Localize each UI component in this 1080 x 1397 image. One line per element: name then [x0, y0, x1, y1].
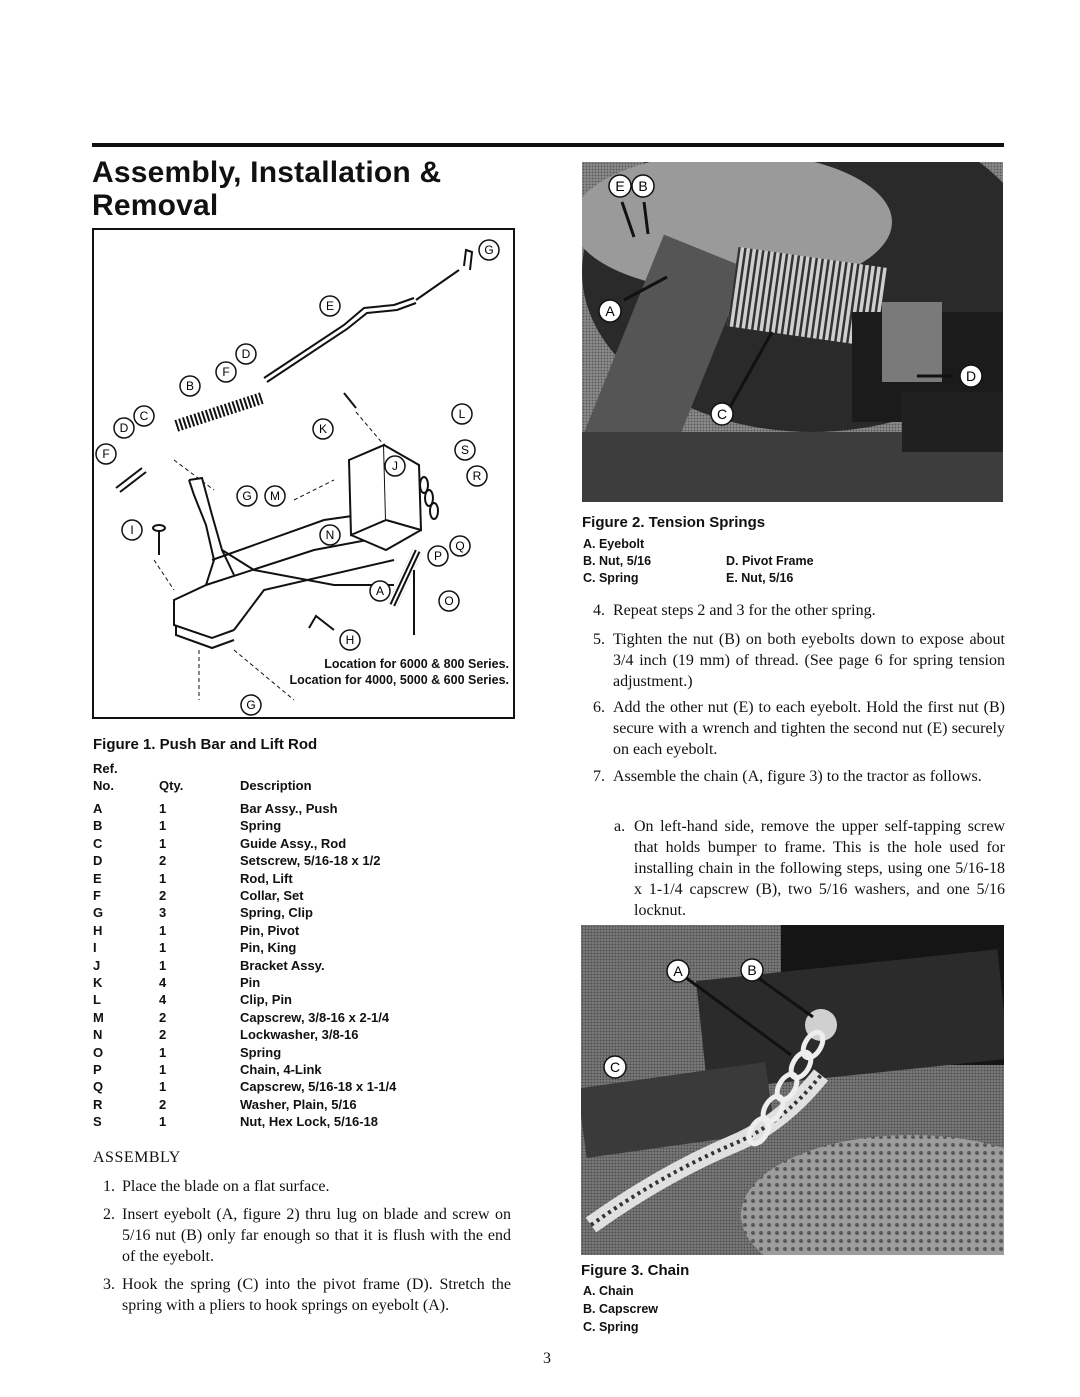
step-number: 7.: [593, 768, 605, 785]
svg-text:O: O: [444, 594, 454, 608]
part-qty: 1: [159, 1114, 167, 1130]
callout-j: [385, 456, 405, 476]
callout-b: [180, 376, 200, 396]
part-qty: 3: [159, 905, 167, 921]
step-text: On left-hand side, remove the upper self-tapping screw that holds bumper to frame. This is the hole used for installing chain in the following steps, using one 5/16-18 x 1-1/4 capscrew (B), two 5/16 washers, and one 5/16 locknut.: [634, 818, 1005, 919]
callout-n: [320, 525, 340, 545]
part-qty: 2: [159, 1096, 167, 1112]
push-bar-exploded-drawing: [94, 230, 513, 717]
part-description: Capscrew, 5/16-18 x 1-1/4: [240, 1079, 397, 1095]
part-ref: Q: [93, 1079, 104, 1095]
figure1-caption: Figure 1. Push Bar and Lift Rod: [93, 736, 318, 753]
part-description: Guide Assy., Rod: [240, 835, 347, 851]
part-qty: 1: [159, 922, 167, 938]
part-ref: R: [93, 1096, 103, 1112]
svg-text:I: I: [130, 523, 134, 537]
callout-a-chain: [667, 960, 689, 982]
svg-text:M: M: [270, 489, 280, 503]
legend-chain: A. Chain: [583, 1284, 634, 1298]
legend-spring-chain: C. Spring: [583, 1320, 639, 1334]
step-number: 4.: [593, 602, 605, 619]
step-number: 3.: [103, 1276, 115, 1293]
part-ref: N: [93, 1027, 103, 1043]
step-number: 5.: [593, 631, 605, 648]
part-description: Spring: [240, 1044, 282, 1060]
header-description: Description: [240, 778, 312, 793]
step-number: 2.: [103, 1206, 115, 1223]
svg-text:F: F: [102, 447, 110, 461]
svg-text:H: H: [345, 633, 355, 647]
callout-i: [122, 520, 142, 540]
callout-b-photo: [632, 175, 654, 197]
callout-d-lower: [114, 418, 134, 438]
page-number: 3: [543, 1350, 551, 1367]
svg-text:C: C: [609, 1059, 621, 1075]
step-number: 1.: [103, 1178, 115, 1195]
svg-text:B: B: [638, 178, 648, 194]
part-qty: 1: [159, 1079, 167, 1095]
part-ref: D: [93, 853, 103, 869]
svg-text:Q: Q: [455, 539, 465, 553]
bracket-j-drawing: [349, 445, 421, 550]
figure3-photo: [581, 925, 1004, 1255]
step-text: Insert eyebolt (A, figure 2) thru lug on blade and screw on 5/16 nut (B) only far enough so that it is flush with the end of the eyebolt.: [122, 1206, 511, 1265]
svg-text:G: G: [246, 698, 256, 712]
part-description: Spring: [240, 818, 282, 834]
svg-text:P: P: [433, 549, 443, 563]
step-text: Repeat steps 2 and 3 for the other spring.: [613, 602, 876, 619]
spring-o-drawing: [388, 549, 422, 608]
part-description: Clip, Pin: [240, 992, 292, 1008]
svg-text:A: A: [375, 584, 385, 598]
svg-text:N: N: [325, 528, 335, 542]
part-qty: 1: [159, 801, 167, 816]
part-ref: L: [93, 992, 101, 1008]
step-text: Tighten the nut (B) on both eyebolts down to expose about 3/4 inch (19 mm) of thread. (See page 6 for spring tension adjustment.): [613, 631, 1005, 690]
legend-capscrew: B. Capscrew: [583, 1302, 659, 1316]
page-title-line1: Assembly, Installation &: [92, 156, 442, 189]
part-ref: M: [93, 1009, 104, 1025]
svg-text:E: E: [615, 178, 625, 194]
header-rule: [92, 143, 1004, 147]
step-text: Place the blade on a flat surface.: [122, 1178, 330, 1195]
part-qty: 1: [159, 835, 167, 851]
part-qty: 2: [159, 1027, 167, 1043]
part-qty: 1: [159, 940, 167, 956]
svg-text:F: F: [222, 365, 230, 379]
part-description: Chain, 4-Link: [240, 1062, 322, 1077]
part-description: Pin: [240, 975, 261, 990]
part-description: Washer, Plain, 5/16: [240, 1096, 357, 1112]
step-number: a.: [614, 818, 626, 835]
part-ref: I: [93, 940, 97, 956]
spring-b-drawing: [174, 392, 263, 431]
part-ref: A: [93, 801, 103, 816]
part-ref: K: [93, 975, 103, 990]
part-description: Spring, Clip: [240, 905, 313, 921]
callout-r: [467, 466, 487, 486]
callout-d-upper: [236, 344, 256, 364]
step-text: Add the other nut (E) to each eyebolt. Hold the first nut (B) secure with a wrench and tighten the second nut (E) securely on each eyebolt.: [613, 699, 1005, 758]
header-ref-no: No.: [93, 778, 114, 793]
part-qty: 2: [159, 888, 167, 903]
svg-text:B: B: [747, 962, 757, 978]
part-description: Capscrew, 3/8-16 x 2-1/4: [240, 1009, 390, 1025]
part-ref: O: [93, 1044, 104, 1060]
part-description: Collar, Set: [240, 888, 304, 903]
legend-eyebolt: A. Eyebolt: [583, 537, 645, 551]
callout-f-lower: [96, 444, 116, 464]
legend-nut-e: E. Nut, 5/16: [726, 571, 794, 585]
header-qty: Qty.: [159, 778, 184, 793]
callout-b-chain: [741, 959, 763, 981]
figure2-caption: Figure 2. Tension Springs: [582, 514, 766, 531]
callout-e-photo: [609, 175, 631, 197]
svg-text:D: D: [241, 347, 251, 361]
part-qty: 1: [159, 818, 167, 834]
svg-text:A: A: [673, 963, 683, 979]
callout-l: [452, 404, 472, 424]
svg-text:G: G: [242, 489, 252, 503]
callout-g-bottom: [241, 695, 261, 715]
tension-springs-photo-drawing: [582, 162, 1003, 502]
page-title: [92, 156, 441, 222]
callout-g-middle: [237, 486, 257, 506]
part-ref: H: [93, 922, 103, 938]
part-ref: J: [93, 957, 101, 973]
part-description: Lockwasher, 3/8-16: [240, 1027, 359, 1043]
callout-a: [370, 581, 390, 601]
lift-rod-drawing: [264, 250, 472, 382]
callout-c-chain: [604, 1056, 626, 1078]
svg-text:J: J: [392, 459, 398, 473]
part-qty: 4: [159, 992, 167, 1008]
figure3-caption: Figure 3. Chain: [581, 1262, 690, 1279]
callout-q: [450, 536, 470, 556]
svg-text:D: D: [119, 421, 129, 435]
svg-text:E: E: [325, 299, 335, 313]
callout-h: [340, 630, 360, 650]
callout-c: [134, 406, 154, 426]
part-qty: 1: [159, 870, 167, 886]
location-note-6000-800: Location for 6000 & 800 Series.: [324, 657, 509, 671]
callout-m: [265, 486, 285, 506]
callout-e: [320, 296, 340, 316]
part-description: Pin, King: [240, 940, 297, 956]
callout-c-photo: [711, 403, 733, 425]
part-description: Setscrew, 5/16-18 x 1/2: [240, 853, 381, 869]
location-note-4000-5000-600: Location for 4000, 5000 & 600 Series.: [289, 673, 509, 687]
step-text: Assemble the chain (A, figure 3) to the tractor as follows.: [613, 768, 982, 785]
figure1-callouts: [96, 240, 499, 715]
page-title-line2: Removal: [92, 189, 219, 222]
part-description: Bracket Assy.: [240, 957, 325, 973]
part-description: Pin, Pivot: [240, 922, 300, 938]
figure1-diagram: [92, 228, 515, 719]
part-qty: 1: [159, 1044, 167, 1060]
callout-s: [455, 440, 475, 460]
part-ref: P: [93, 1062, 102, 1077]
svg-text:C: C: [139, 409, 149, 423]
part-description: Rod, Lift: [240, 870, 293, 886]
svg-text:D: D: [965, 368, 977, 384]
assembly-heading: ASSEMBLY: [93, 1149, 181, 1166]
part-qty: 1: [159, 957, 167, 973]
svg-text:K: K: [318, 422, 328, 436]
legend-pivot-frame: D. Pivot Frame: [726, 554, 814, 568]
part-ref: E: [93, 870, 102, 886]
callout-d-photo: [960, 365, 982, 387]
part-ref: S: [93, 1114, 102, 1130]
chain-photo-drawing: [581, 925, 1004, 1255]
part-ref: F: [93, 888, 101, 903]
svg-text:S: S: [460, 443, 470, 457]
callout-f-upper: [216, 362, 236, 382]
figure2-photo: [582, 162, 1003, 502]
chain-p-drawing: [420, 477, 438, 519]
svg-text:C: C: [716, 406, 728, 422]
svg-text:R: R: [472, 469, 482, 483]
legend-spring: C. Spring: [583, 571, 639, 585]
part-qty: 4: [159, 975, 167, 990]
callout-g-top: [479, 240, 499, 260]
part-description: Nut, Hex Lock, 5/16-18: [240, 1114, 378, 1130]
part-ref: B: [93, 818, 103, 834]
svg-text:L: L: [458, 407, 466, 421]
callout-k: [313, 419, 333, 439]
svg-text:A: A: [605, 303, 615, 319]
step-number: 6.: [593, 699, 605, 716]
legend-nut-b: B. Nut, 5/16: [583, 554, 652, 568]
callout-a-photo: [599, 300, 621, 322]
part-ref: C: [93, 835, 103, 851]
part-qty: 1: [159, 1062, 167, 1077]
part-ref: G: [93, 905, 104, 921]
part-qty: 2: [159, 853, 167, 869]
svg-text:G: G: [484, 243, 494, 257]
callout-p: [428, 546, 448, 566]
callout-o: [439, 591, 459, 611]
part-qty: 2: [159, 1009, 167, 1025]
step-text: Hook the spring (C) into the pivot frame (D). Stretch the spring with a pliers to hook springs on eyebolt (A).: [122, 1276, 511, 1314]
part-description: Bar Assy., Push: [240, 801, 338, 816]
svg-text:B: B: [185, 379, 195, 393]
